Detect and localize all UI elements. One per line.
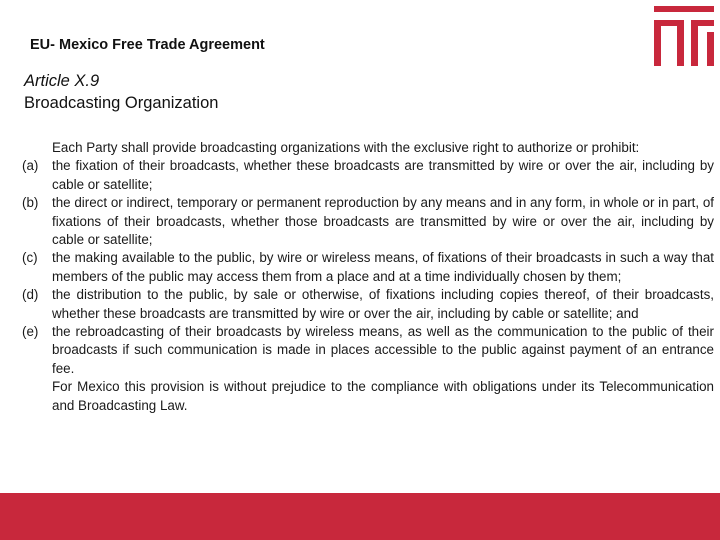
article-number: Article X.9 [24, 72, 100, 90]
list-item-e [22, 323, 714, 378]
document-header-title: EU- Mexico Free Trade Agreement [30, 37, 265, 53]
list-item-b [22, 194, 714, 249]
intro-paragraph: Each Party shall provide broadcasting organizations with the exclusive right to authorize or prohibit: [52, 140, 640, 155]
item-text: the rebroadcasting of their broadcasts by wireless means, as well as the communication to the public of their broadcasts if such communication is made in places accessible to the public against payment of an entrance fee. [52, 324, 714, 376]
item-text: the direct or indirect, temporary or permanent reproduction by any means and in any form, in whole or in part, of fixations of their broadcasts, whether those broadcasts are transmitted by wire or over the air, including by cable or satellite; [52, 195, 714, 248]
item-label: (b) [22, 195, 39, 211]
footer-bar [0, 493, 720, 540]
list-item-d [22, 286, 714, 323]
item-label: (c) [22, 250, 38, 266]
list-item-a [22, 157, 714, 194]
list-item-c [22, 249, 714, 286]
item-label: (d) [22, 287, 39, 303]
item-label: (e) [22, 324, 39, 340]
article-title: Broadcasting Organization [24, 94, 219, 112]
article-body [22, 139, 714, 415]
item-text: the fixation of their broadcasts, whether these broadcasts are transmitted by wire or over the air, including by cable or satellite; [52, 158, 714, 192]
item-label: (a) [22, 158, 39, 174]
closing-paragraph: For Mexico this provision is without prejudice to the compliance with obligations under its Telecommunication and Broadcasting Law. [52, 379, 714, 413]
ut-logo-icon [650, 4, 716, 66]
item-text: the distribution to the public, by sale or otherwise, of fixations including copies thereof, of their broadcasts, whether these broadcasts are transmitted by wire or over the air, including by cable or satellite; and [52, 287, 714, 321]
item-text: the making available to the public, by wire or wireless means, of fixations of their broadcasts in such a way that members of the public may access them from a place and at a time individually chosen by them; [52, 250, 714, 284]
